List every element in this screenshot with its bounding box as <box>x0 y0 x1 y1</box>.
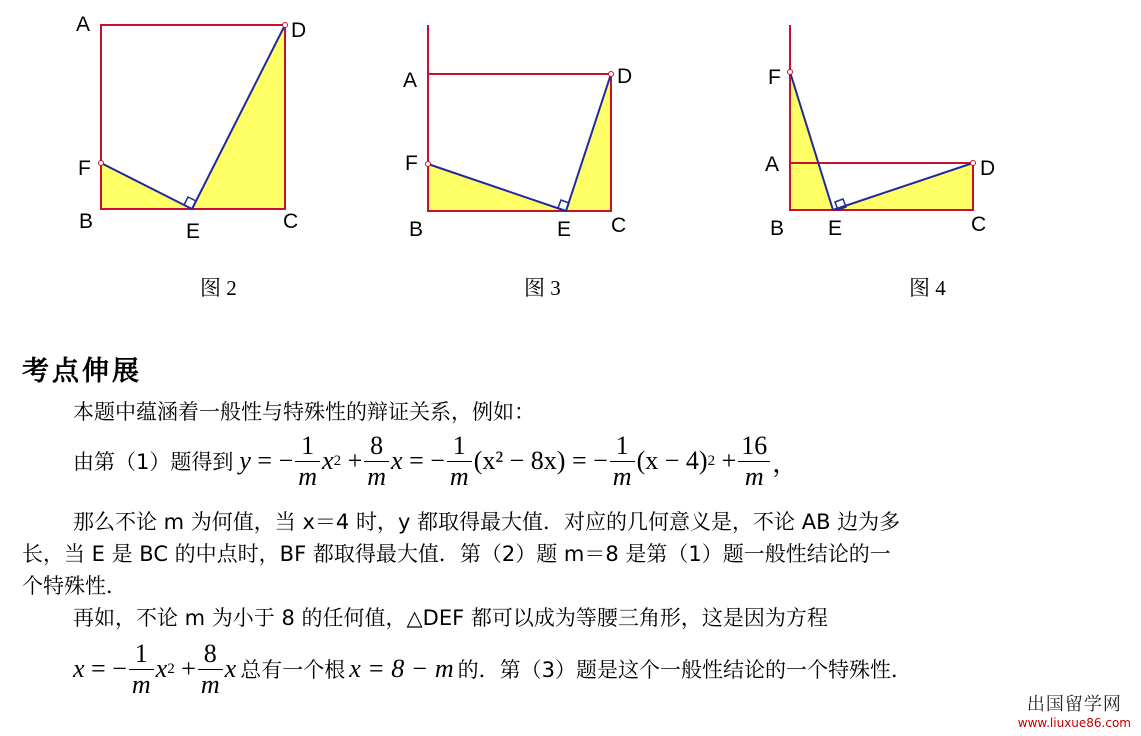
figure-3 <box>403 25 632 241</box>
fig2-label-c: C <box>283 210 299 233</box>
fig3-label-a: A <box>403 69 418 92</box>
watermark-title: 出国留学网 <box>1026 694 1122 715</box>
figure-2 <box>76 13 306 243</box>
fig4-label-e: E <box>828 217 843 240</box>
eq-frac-5: $\frac{16}{m}$ <box>738 431 770 492</box>
fig4-label-b: B <box>770 217 785 240</box>
paragraph-3-line-3: 个特殊性． <box>22 574 127 598</box>
eq-part-b: (x − 4) <box>636 446 708 475</box>
fig3-label-d: D <box>617 65 633 88</box>
figure-4-caption: 图 4 <box>909 276 946 300</box>
fig4-label-a: A <box>765 153 780 176</box>
fig4-label-c: C <box>971 213 987 236</box>
fig4-label-f: F <box>768 66 781 89</box>
figure-4 <box>765 25 995 240</box>
eq-frac-3: $\frac{1}{m}$ <box>447 431 472 492</box>
figure-2-caption: 图 2 <box>200 276 237 300</box>
fig3-label-c: C <box>611 214 627 237</box>
eq2-frac-1: $\frac{1}{m}$ <box>129 639 154 700</box>
equation-2-suffix: 的．第（3）题是这个一般性结论的一个特殊性． <box>457 658 912 682</box>
fig3-label-b: B <box>409 218 424 241</box>
section-heading: 考点伸展 <box>22 356 142 387</box>
fig2-label-f: F <box>78 157 91 180</box>
equation-line <box>73 426 798 496</box>
paragraph-4: 再如，不论 m 为小于 8 的任何值，△DEF 都可以成为等腰三角形，这是因为方程 <box>73 606 828 630</box>
equation-line-2 <box>73 634 912 704</box>
eq-frac-2: $\frac{8}{m}$ <box>364 431 389 492</box>
equation: y = − $\frac{1}{m}$ x 2 + $\frac{8}{m}$ x = − $\frac{1}{m}$ (x² − 8x) = − $\frac{1}{m}$ (x − 4) 2 + $\frac{16}{m}$ ， <box>239 430 799 491</box>
equation-2-root: x = 8 − m <box>349 654 454 683</box>
fig2-label-d: D <box>291 19 307 42</box>
equation-2: x = − $\frac{1}{m}$ x 2 + $\frac{8}{m}$ x <box>73 638 237 699</box>
fig3-right-angle-mark <box>558 200 569 211</box>
fig2-label-e: E <box>186 220 201 243</box>
fig2-label-b: B <box>79 210 94 233</box>
fig2-label-a: A <box>76 13 91 36</box>
paragraph-1: 本题中蕴涵着一般性与特殊性的辩证关系，例如： <box>73 400 535 424</box>
geometry-figures <box>0 0 1141 320</box>
paragraph-3-line-2: 长，当 E 是 BC 的中点时，BF 都取得最大值．第（2）题 m＝8 是第（1）题一般性结论的一 <box>22 542 891 566</box>
eq-frac-1: $\frac{1}{m}$ <box>295 431 320 492</box>
watermark <box>1018 690 1131 730</box>
fig4-label-d: D <box>980 157 996 180</box>
equation-2-middle: 总有一个根 <box>240 658 346 682</box>
eq-var-y: y <box>239 446 251 475</box>
figure-3-caption: 图 3 <box>524 276 561 300</box>
watermark-url: www.liuxue86.com <box>1017 716 1131 730</box>
fig3-label-e: E <box>557 218 572 241</box>
paragraph-3-line-1: 那么不论 m 为何值，当 x＝4 时，y 都取得最大值．对应的几何意义是，不论 AB 边为多 <box>73 510 901 534</box>
fig3-label-f: F <box>405 152 418 175</box>
eq-suffix: ， <box>772 448 799 478</box>
eq-frac-4: $\frac{1}{m}$ <box>610 431 635 492</box>
fig4-right-angle-mark <box>835 199 846 210</box>
equation-prefix: 由第（1）题得到 <box>73 450 234 474</box>
eq-part-a: (x² − 8x) <box>473 446 566 475</box>
eq2-frac-2: $\frac{8}{m}$ <box>198 639 223 700</box>
